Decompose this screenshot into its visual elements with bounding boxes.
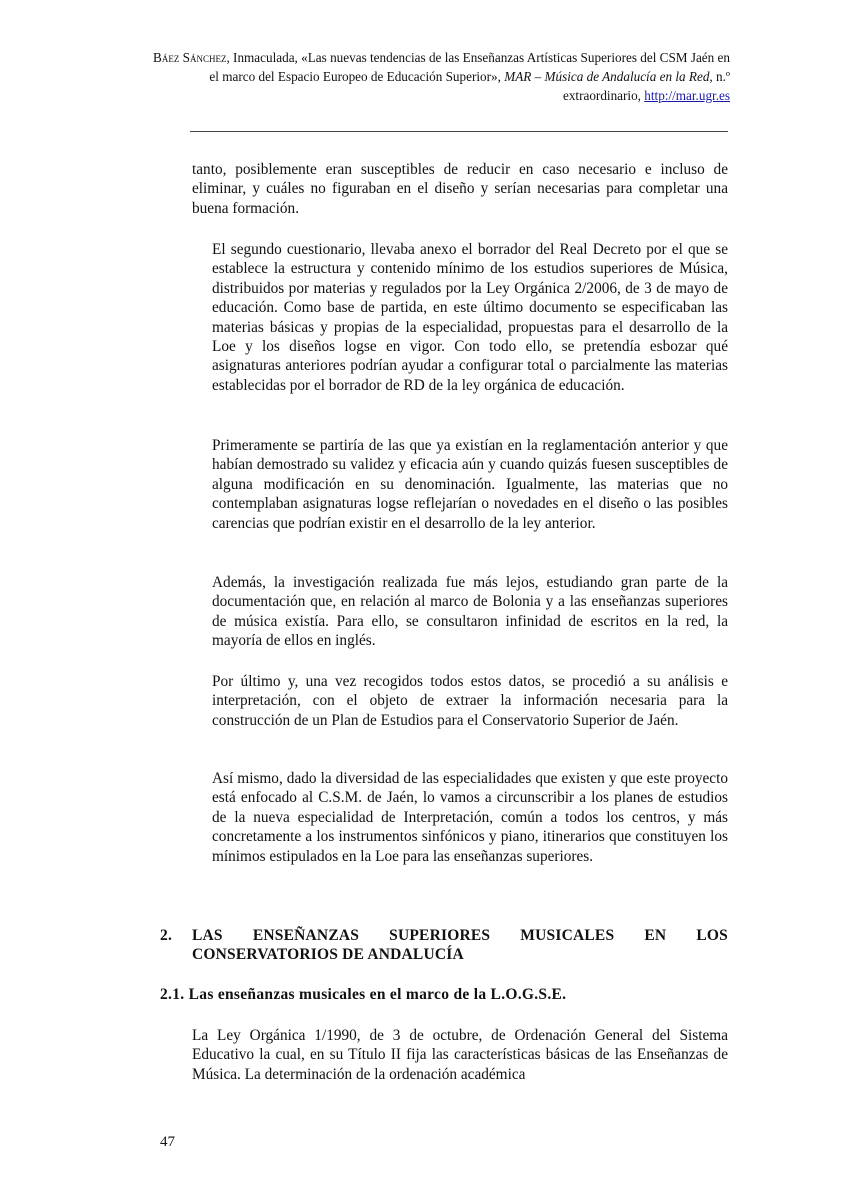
header-issue: n.º extraordinario, [562, 69, 730, 103]
header-rule [190, 131, 728, 132]
subsection-heading: 2.1. Las enseñanzas musicales en el marco de la L.O.G.S.E. [160, 986, 567, 1003]
section-title-line2: CONSERVATORIOS DE ANDALUCÍA [192, 946, 464, 963]
header-author: Báez Sánchez [153, 50, 227, 65]
section-number: 2. [160, 927, 173, 944]
header-journal: MAR – Música de Andalucía en la Red, [504, 69, 713, 84]
paragraph-likewise: Así mismo, dado la diversidad de las especialidades que existen y que este proyecto está enfocado al C.S.M. de Jaén, lo vamos a circunscribir a los planes de estudios de la nueva especialidad de Interpretación, común a todos los centros, y más concretamente a los instrumentos sinfónicos y piano, itinerarios que constituyen los mínimos estipulados en la Loe para las enseñanzas superiores. [212, 770, 728, 865]
header-citation: , Inmaculada, «Las nuevas tendencias de las Enseñanzas Artísticas Superiores del CSM Jaén en el marco del Espacio Europeo de Educación Superior», [209, 50, 730, 84]
section-title-line1: LAS ENSEÑANZAS SUPERIORES MUSICALES EN LOS [192, 927, 728, 944]
paragraph-firstly: Primeramente se partiría de las que ya existían en la reglamentación anterior y que habían demostrado su validez y eficacia aún y cuando quizás fuesen susceptibles de alguna modificación en su denominación. Igualmente, las materias que no contemplaban asignaturas logse reflejarían o novedades en el diseño o las posibles carencias que podrían existir en el desarrollo de la ley anterior. [212, 437, 728, 532]
paragraph-investigation: Además, la investigación realizada fue más lejos, estudiando gran parte de la documentación que, en relación al marco de Bolonia y a las enseñanzas superiores de música existía. Para ello, se consultaron infinidad de escritos en la red, la mayoría de ellos en inglés. [212, 574, 728, 650]
paragraph-logse: La Ley Orgánica 1/1990, de 3 de octubre, de Ordenación General del Sistema Educativo la cual, en su Título II fija las características básicas de las Enseñanzas de Música. La determinación de la ordenación académica [192, 1027, 728, 1083]
page-number: 47 [160, 1134, 175, 1150]
continued-paragraph: tanto, posiblemente eran susceptibles de reducir en caso necesario e incluso de eliminar, y cuáles no figuraban en el diseño y serían necesarias para completar una buena formación. [192, 161, 728, 217]
paragraph-second-questionnaire: El segundo cuestionario, llevaba anexo el borrador del Real Decreto por el que se establece la estructura y contenido mínimo de los estudios superiores de Música, distribuidos por materias y regulados por la Ley Orgánica 2/2006, de 3 de mayo de educación. Como base de partida, en este último documento se especificaban las materias básicas y propias de la especialidad, propuestas para el desarrollo de la Loe y los diseños logse en vigor. Con todo ello, se pretendía esbozar qué asignaturas anteriores podrían ayudar a configurar total o parcialmente las materias establecidas por el borrador de RD de la ley orgánica de educación. [212, 241, 728, 394]
running-header [150, 48, 730, 105]
header-url-link[interactable]: http://mar.ugr.es [644, 88, 730, 103]
paragraph-finally: Por último y, una vez recogidos todos estos datos, se procedió a su análisis e interpretación, con el objeto de extraer la información necesaria para la construcción de un Plan de Estudios para el Conservatorio Superior de Jaén. [212, 673, 728, 729]
